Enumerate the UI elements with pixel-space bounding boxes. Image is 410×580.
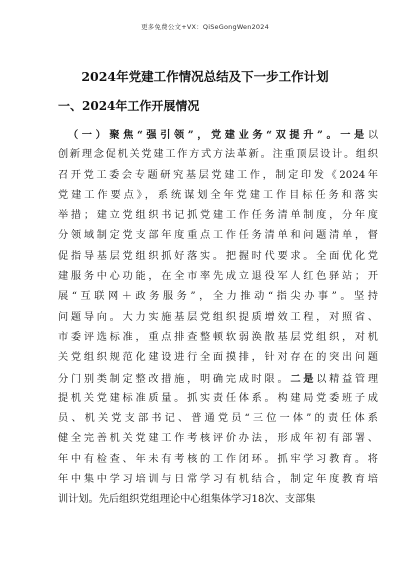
body-paragraph [58,125,378,511]
document-title: 2024年党建工作情况总结及下一步工作计划 [81,69,329,84]
text-line [58,389,378,409]
text-line [58,490,378,510]
text-run: 市委评选标准，重点排查整顿软弱涣散基层党组织，对机 [58,331,378,343]
text-run: 健全完善机关党建工作考核评价办法，形成年初有部署、 [58,433,378,445]
text-line [58,186,378,206]
text-run: 以 [367,130,378,141]
bold-text-run: 二是 [290,372,317,385]
text-line [58,166,378,186]
text-line [58,206,378,226]
text-line [58,369,378,389]
text-line [58,287,378,307]
section-heading: 一、2024年工作开展情况 [58,99,200,113]
text-run: 召开党工委会专题研究基层党建工作，制定印发《2024年 [58,169,378,181]
text-run: 分领域制定党支部年度重点工作任务清单和问题清单，督 [58,230,378,242]
text-line [58,429,378,449]
text-run: 建服务中心功能，在全市率先成立退役军人红色驿站；开 [58,271,378,283]
text-line [58,226,378,246]
text-line [58,145,378,165]
text-run: 展“互联网＋政务服务”，全力推动“指尖办事”。坚持 [58,291,378,303]
text-run: 党建工作要点》，系统谋划全年党建工作目标任务和落实 [58,189,378,201]
text-line [58,247,378,267]
bold-text-run: （一）聚焦“强引领”，党建业务“双提升”。一是 [68,129,368,141]
text-line [58,328,378,348]
text-run: 举措；建立党组织书记抓党建工作任务清单制度，分年度 [58,210,378,222]
text-run: 训计划。先后组织党组理论中心组集体学习18次、支部集 [58,494,316,506]
text-line [58,409,378,429]
text-run: 员、机关党支部书记、普通党员“三位一体”的责任体系 [58,413,378,425]
text-run: 年中有检查、年未有考核的工作闭环。抓牢学习教育。将 [58,453,378,465]
text-line [58,348,378,368]
header-note: 更多免费公文+VX：QiSeGongWen2024 [141,23,269,31]
text-line [58,470,378,490]
text-run: 促指导基层党组织抓好落实。把握时代要求。全面优化党 [58,250,378,262]
text-line [58,267,378,287]
text-line [58,125,378,145]
text-run: 问题导向。大力实施基层党组织提质增效工程，对照省、 [58,311,378,323]
text-line [58,308,378,328]
text-run: 创新理念促机关党建工作方式方法革新。注重顶层设计。组织 [58,149,378,161]
text-run: 关党组织规范化建设进行全面摸排，针对存在的突出问题 [58,352,378,364]
text-run: 分门别类制定整改措施，明确完成时限。 [58,373,291,385]
text-run: 以精益管理 [316,373,378,385]
text-line [58,450,378,470]
text-run: 提机关党建标准质量。抓实责任体系。构建局党委班子成 [58,392,378,404]
text-run: 年中集中学习培训与日常学习有机结合，制定年度教育培 [58,474,378,486]
